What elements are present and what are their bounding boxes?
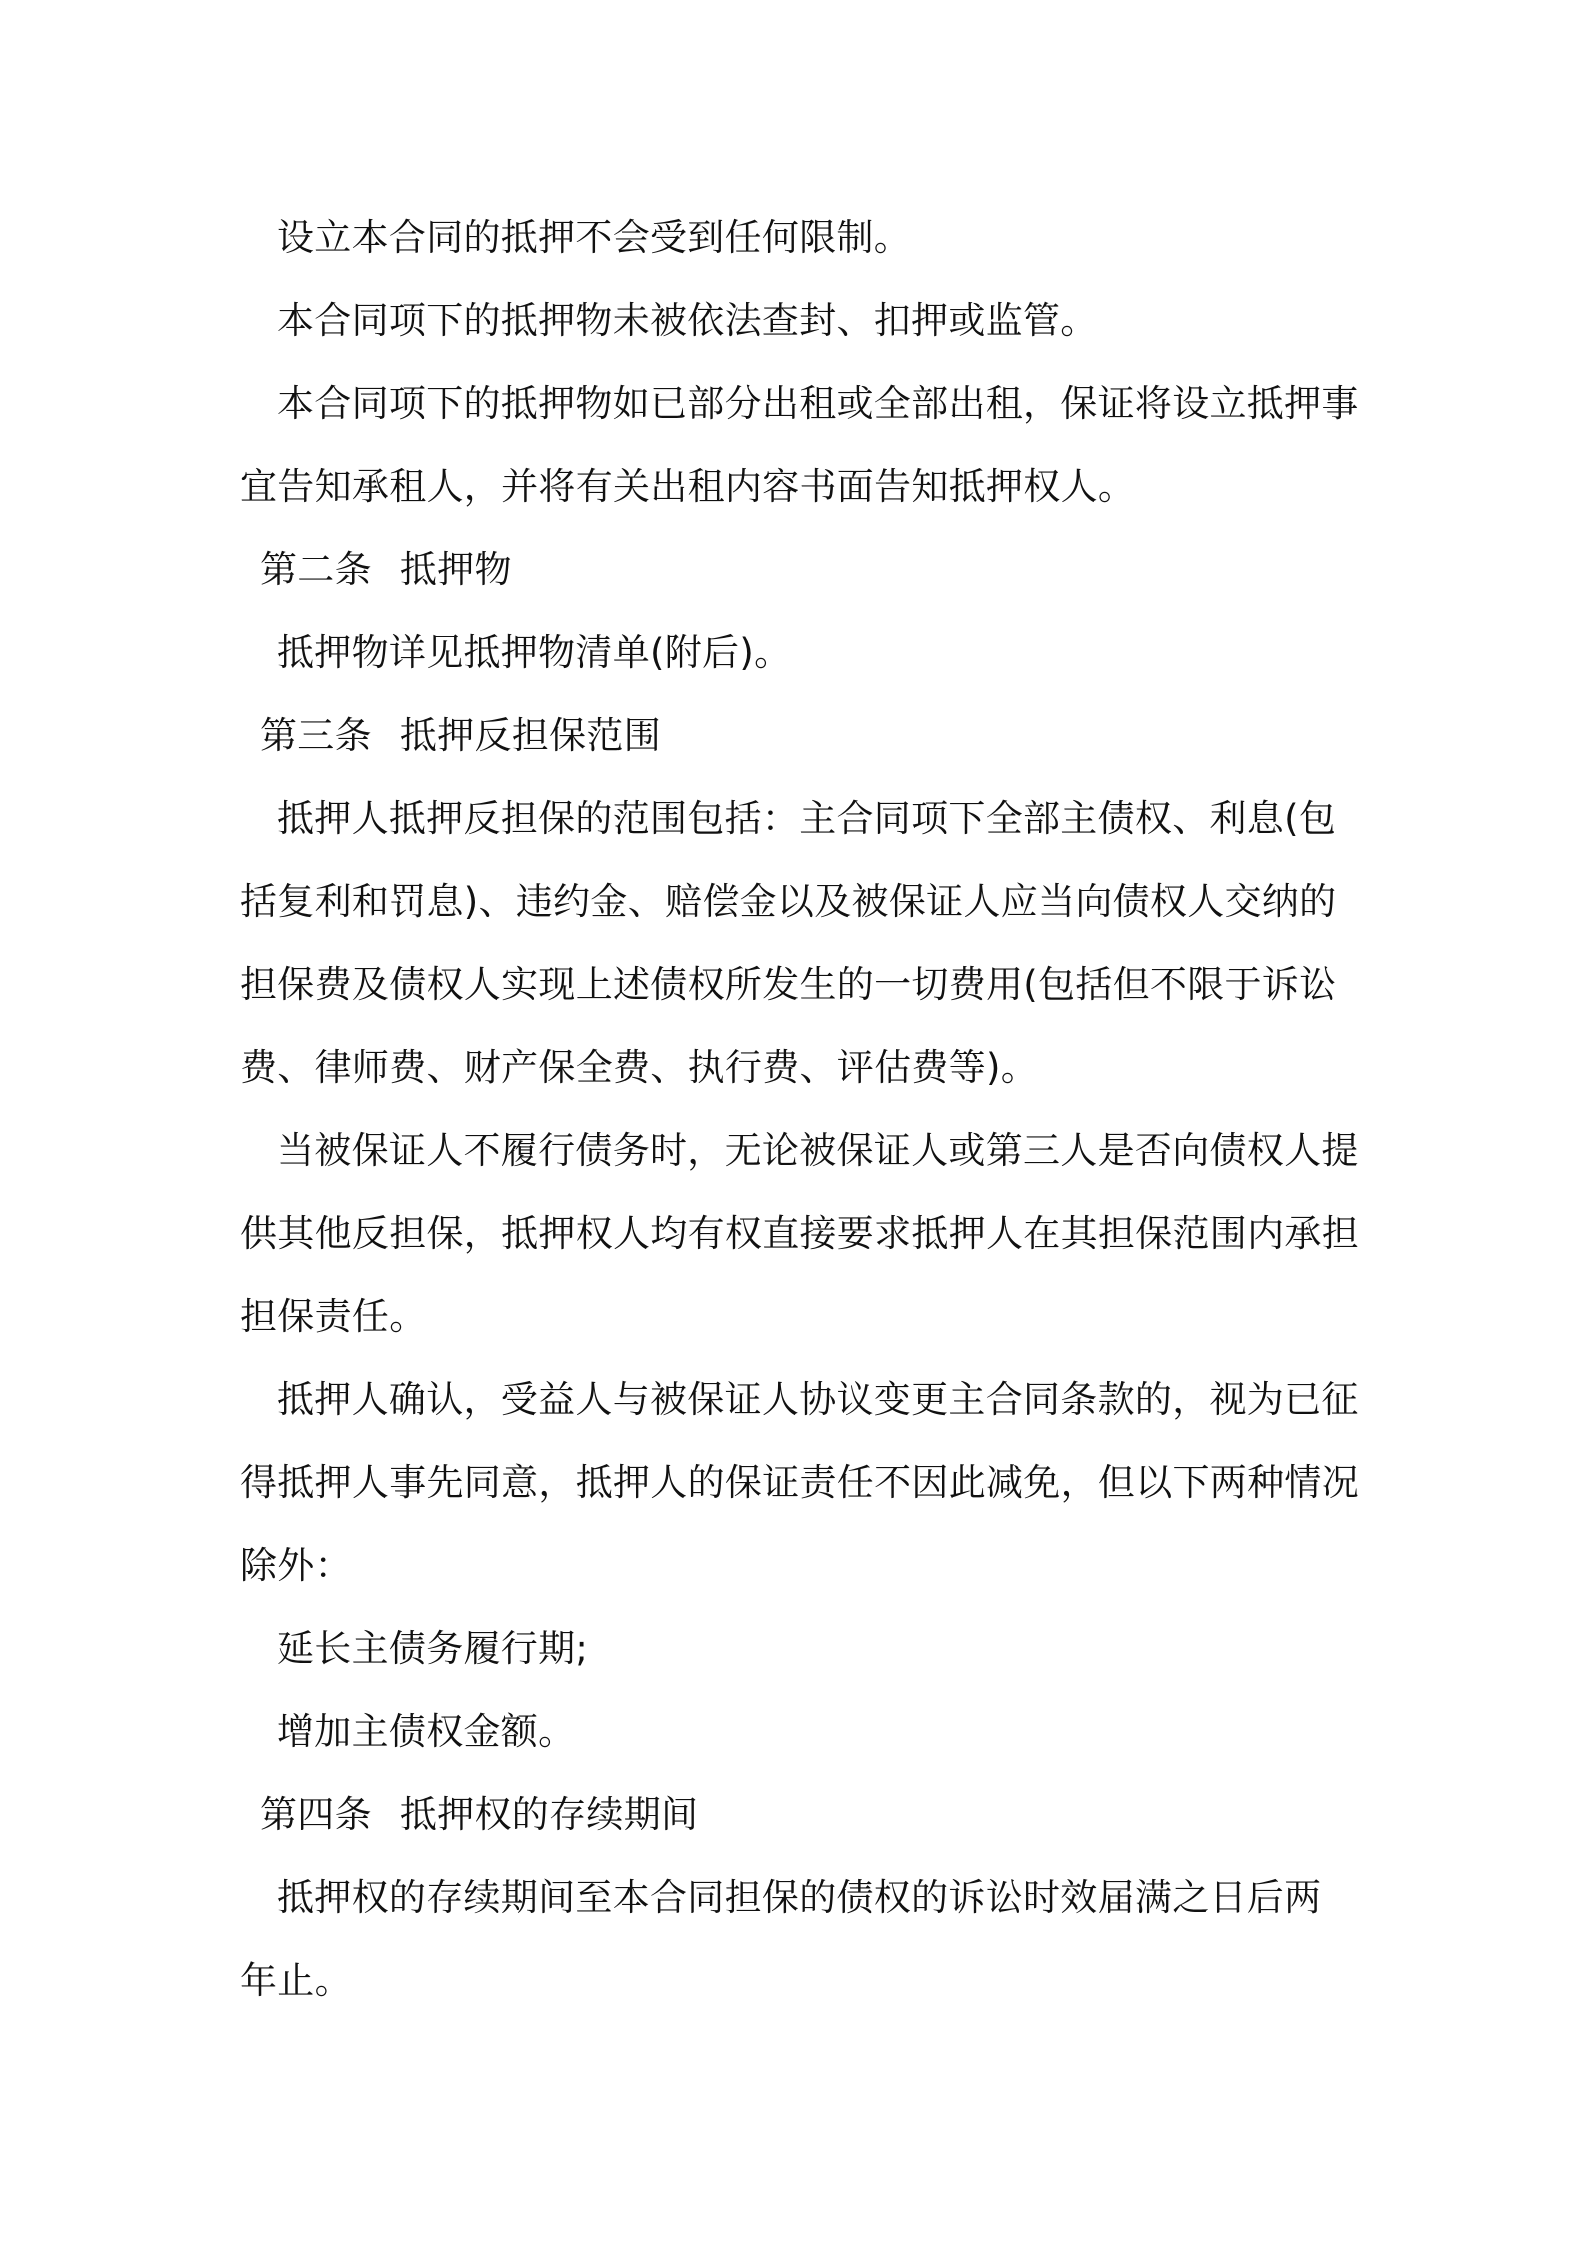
- article-heading: [240, 1773, 1360, 1856]
- article-number: 第四条: [260, 1793, 372, 1836]
- paragraph-line: 设立本合同的抵押不会受到任何限制。: [277, 216, 912, 259]
- article-title: 抵押反担保范围: [399, 714, 662, 757]
- paragraph-line: 当被保证人不履行债务时，无论被保证人或第三人是否向债权人提: [277, 1129, 1359, 1172]
- paragraph-continuation: 除外：: [240, 1544, 352, 1587]
- paragraph-continuation: 括复利和罚息)、违约金、赔偿金以及被保证人应当向债权人交纳的: [240, 880, 1337, 923]
- document-body: [240, 196, 1360, 2022]
- paragraph-line: 本合同项下的抵押物如已部分出租或全部出租，保证将设立抵押事: [277, 382, 1359, 425]
- article-heading: [240, 528, 1360, 611]
- paragraph-line: 抵押人确认，受益人与被保证人协议变更主合同条款的，视为已征: [277, 1378, 1359, 1421]
- article-title: 抵押物: [399, 548, 512, 591]
- list-item: 增加主债权金额。: [277, 1710, 576, 1753]
- article-heading: [240, 694, 1360, 777]
- paragraph-continuation: 宜告知承租人，并将有关出租内容书面告知抵押权人。: [240, 465, 1136, 508]
- article-title: 抵押权的存续期间: [399, 1793, 699, 1836]
- paragraph-continuation: 供其他反担保，抵押权人均有权直接要求抵押人在其担保范围内承担: [240, 1212, 1359, 1255]
- article-number: 第二条: [260, 548, 372, 591]
- list-item: 延长主债务履行期;: [277, 1627, 589, 1670]
- paragraph-continuation: 年止。: [240, 1959, 352, 2002]
- paragraph-line: 抵押权的存续期间至本合同担保的债权的诉讼时效届满之日后两: [277, 1876, 1322, 1919]
- paragraph-continuation: 担保责任。: [240, 1295, 427, 1338]
- paragraph-continuation: 担保费及债权人实现上述债权所发生的一切费用(包括但不限于诉讼: [240, 963, 1337, 1006]
- paragraph-continuation: 费、律师费、财产保全费、执行费、评估费等)。: [240, 1046, 1039, 1089]
- article-number: 第三条: [260, 714, 372, 757]
- paragraph-line: 本合同项下的抵押物未被依法查封、扣押或监管。: [277, 299, 1098, 342]
- paragraph-line: 抵押人抵押反担保的范围包括：主合同项下全部主债权、利息(包: [277, 797, 1337, 840]
- paragraph-line: 抵押物详见抵押物清单(附后)。: [277, 631, 792, 674]
- paragraph-continuation: 得抵押人事先同意，抵押人的保证责任不因此减免，但以下两种情况: [240, 1461, 1359, 1504]
